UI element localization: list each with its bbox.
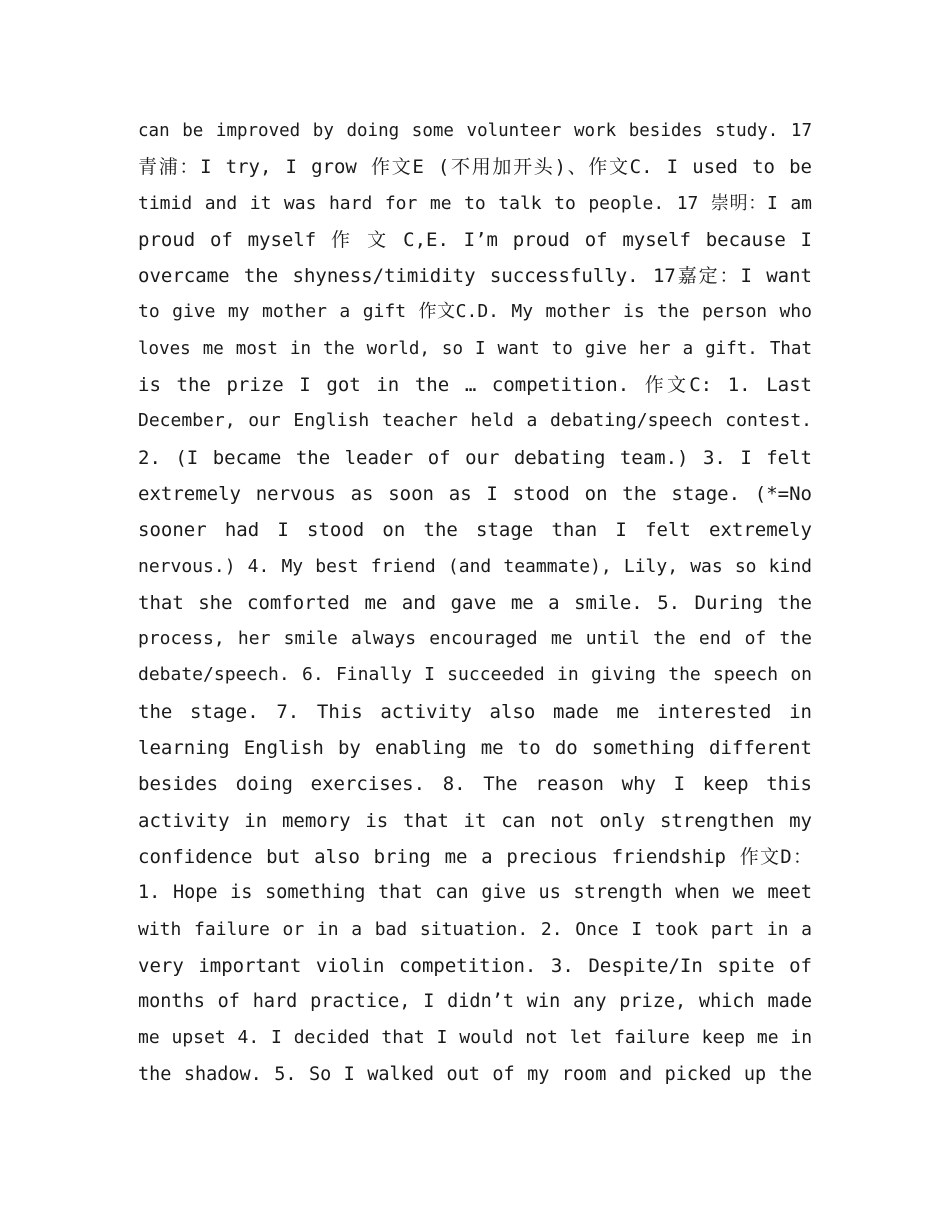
- text-line: nervous.) 4. My best friend (and teammate), Lily, was so kind: [138, 555, 812, 577]
- text-line: can be improved by doing some volunteer work besides study. 17: [138, 121, 812, 141]
- text-line: process, her smile always encouraged me until the end of the: [138, 628, 812, 650]
- text-line: 1. Hope is something that can give us strength when we meet: [138, 882, 812, 904]
- text-line: the shadow. 5. So I walked out of my room and picked up the: [138, 1063, 812, 1085]
- text-line: loves me most in the world, so I want to give her a gift. That: [138, 338, 812, 359]
- text-line: extremely nervous as soon as I stood on the stage. (*=No: [138, 482, 812, 505]
- text-line: 2. (I became the leader of our debating team.) 3. I felt: [138, 446, 812, 469]
- text-line: is the prize I got in the … competition. 作文C: 1. Last: [138, 374, 812, 397]
- text-line: me upset 4. I decided that I would not let failure keep me in: [138, 1027, 813, 1049]
- text-line: with failure or in a bad situation. 2. Once I took part in a: [138, 918, 812, 940]
- text-line: sooner had I stood on the stage than I felt extremely: [138, 519, 812, 542]
- text-line: that she comforted me and gave me a smile. 5. During the: [138, 591, 812, 614]
- text-line: proud of myself 作 文 C,E. I’m proud of myself because I: [138, 228, 812, 251]
- text-line: timid and it was hard for me to talk to people. 17 崇明：I am: [138, 192, 812, 214]
- text-line: to give my mother a gift 作文C.D. My mother is the person who: [138, 301, 812, 323]
- text-line: months of hard practice, I didn’t win any prize, which made: [138, 991, 812, 1013]
- text-line: the stage. 7. This activity also made me interested in: [138, 700, 812, 723]
- text-line: activity in memory is that it can not only strengthen my: [138, 809, 812, 832]
- text-line: very important violin competition. 3. Despite/In spite of: [138, 954, 812, 977]
- essay-notes-paragraph: [138, 113, 812, 1093]
- text-line: learning English by enabling me to do something different: [138, 737, 812, 760]
- text-line: debate/speech. 6. Finally I succeeded in giving the speech on: [138, 664, 812, 686]
- text-line: December, our English teacher held a debating/speech contest.: [138, 410, 812, 432]
- text-line: besides doing exercises. 8. The reason why I keep this: [138, 773, 812, 796]
- text-line: 青浦：I try, I grow 作文E (不用加开头)、作文C. I used to be: [138, 156, 812, 179]
- text-line: overcame the shyness/timidity successfully. 17嘉定：I want: [138, 265, 812, 288]
- text-line: confidence but also bring me a precious friendship 作文D：: [138, 845, 812, 868]
